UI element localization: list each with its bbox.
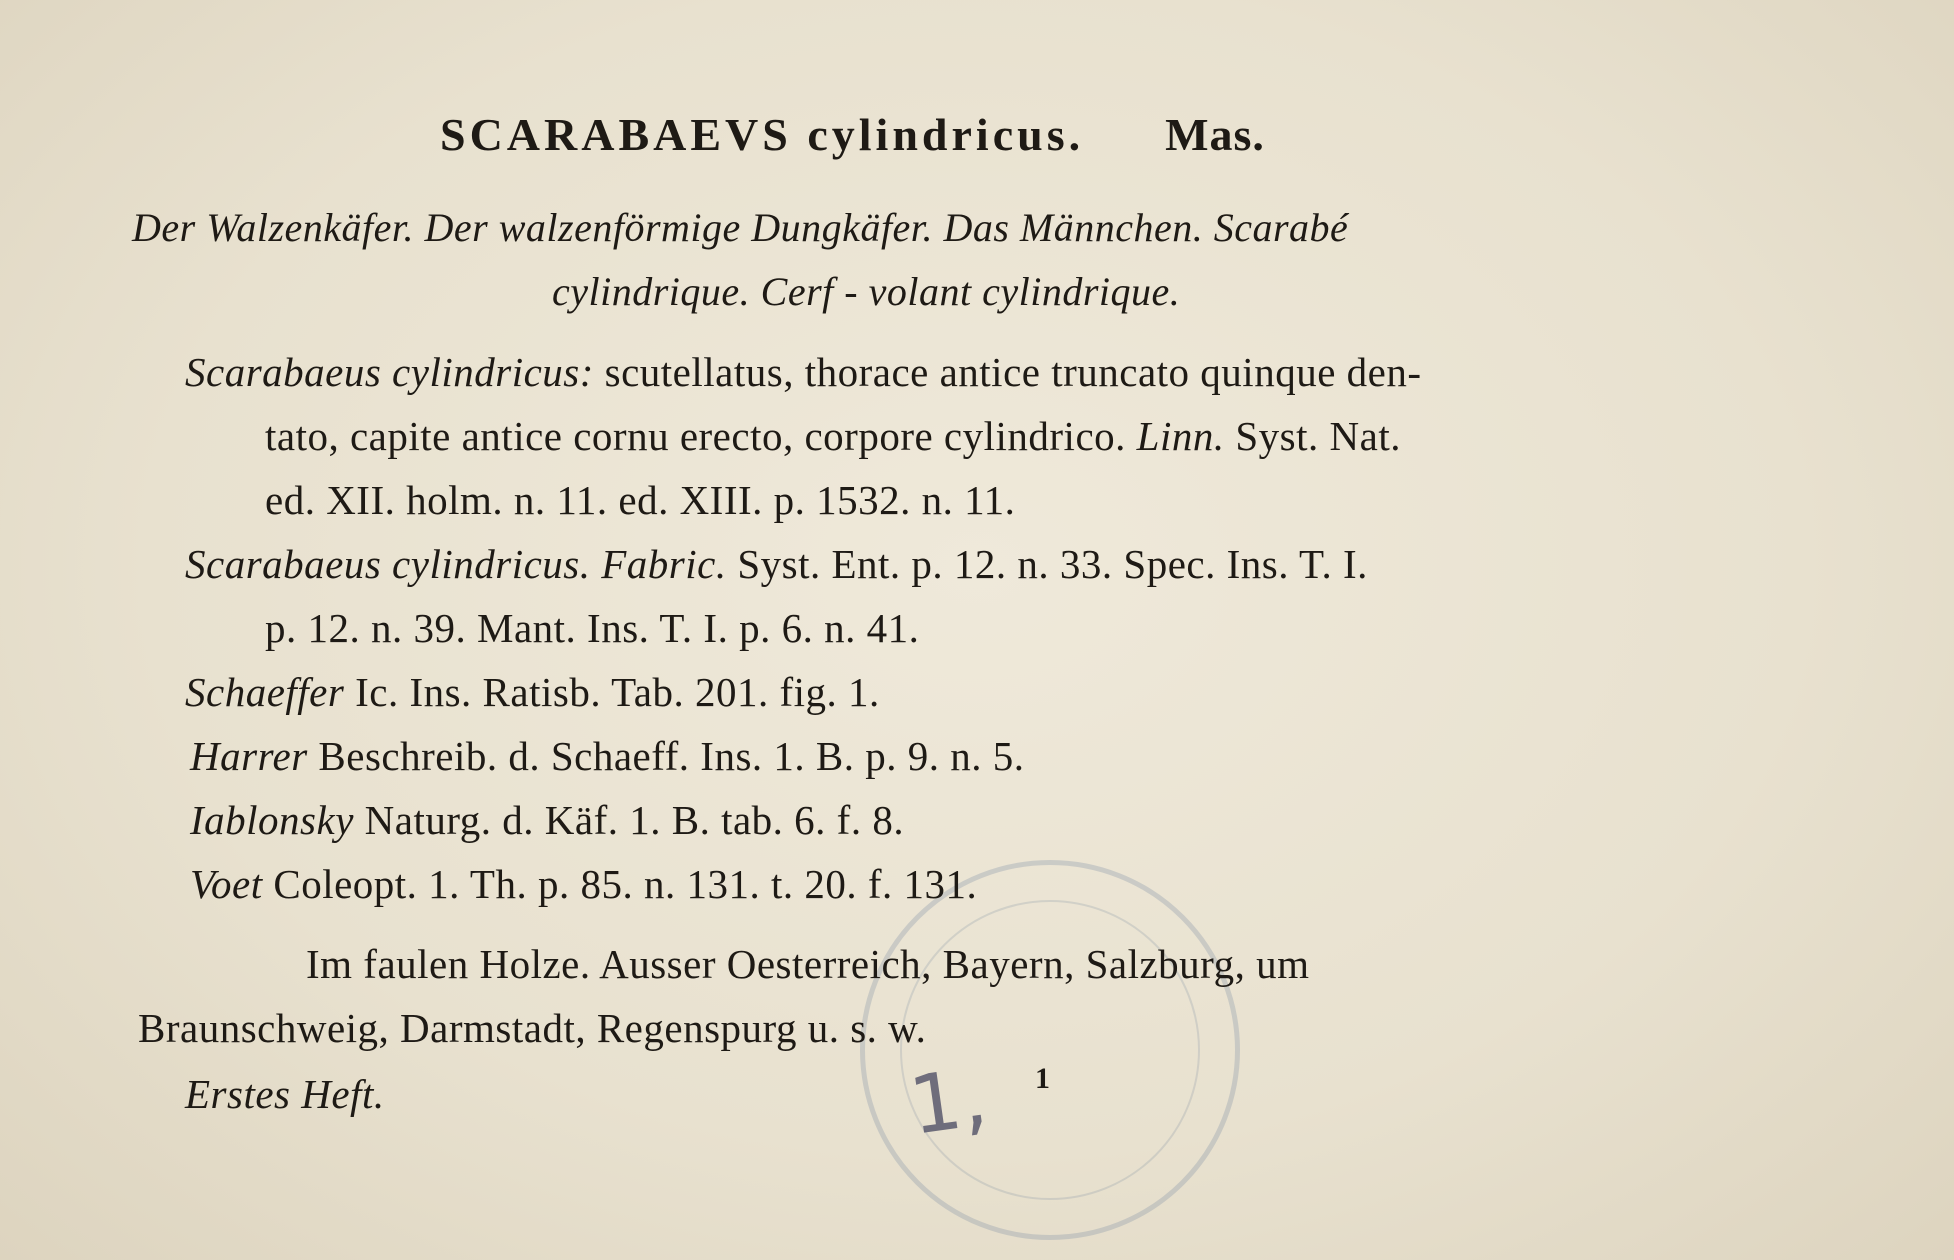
habitat-line-1: Im faulen Holze. Ausser Oesterreich, Bayern, Salzburg, um [306, 941, 1310, 987]
reference-fabric-gap [590, 541, 601, 587]
reference-linn-text-1: scutellatus, thorace antice truncato quinque den- [593, 349, 1422, 395]
reference-schaeffer-author: Schaeffer [185, 669, 345, 715]
reference-linn-line-1 [185, 348, 1422, 396]
handwritten-note: 1, [903, 1050, 993, 1153]
common-names-line-1: Der Walzenkäfer. Der walzenförmige Dungkäfer. Das Männchen. Scarabé [132, 205, 1349, 250]
reference-linn-syst: Syst. Nat. [1224, 413, 1401, 459]
habitat-line-2: Braunschweig, Darmstadt, Regenspurg u. s. w. [138, 1005, 927, 1051]
reference-iablonsky [190, 796, 904, 844]
reference-fabric-author: Fabric. [601, 541, 727, 587]
reference-voet-text: Coleopt. 1. Th. p. 85. n. 131. t. 20. f. 131. [262, 861, 978, 907]
reference-iablonsky-author: Iablonsky [190, 797, 354, 843]
reference-fabric-text-1: Syst. Ent. p. 12. n. 33. Spec. Ins. T. I. [726, 541, 1368, 587]
reference-schaeffer-text: Ic. Ins. Ratisb. Tab. 201. fig. 1. [344, 669, 880, 715]
reference-harrer-text: Beschreib. d. Schaeff. Ins. 1. B. p. 9. n. 5. [307, 733, 1025, 779]
reference-linn-line-2 [265, 412, 1401, 460]
reference-schaeffer [185, 668, 880, 716]
title-sex: Mas. [1165, 109, 1265, 160]
title-line [440, 108, 1265, 161]
reference-harrer-author: Harrer [190, 733, 308, 779]
footer-heft: Erstes Heft. [185, 1071, 385, 1117]
signature-mark: 1 [1035, 1062, 1050, 1095]
reference-fabric-line-2: p. 12. n. 39. Mant. Ins. T. I. p. 6. n. 41. [265, 605, 920, 651]
reference-fabric-name: Scarabaeus cylindricus. [185, 541, 591, 587]
title-species: SCARABAEVS cylindricus. [440, 109, 1085, 160]
reference-fabric-line-1 [185, 540, 1368, 588]
reference-iablonsky-text: Naturg. d. Käf. 1. B. tab. 6. f. 8. [353, 797, 905, 843]
reference-linn-author: Linn. [1136, 413, 1225, 459]
reference-harrer [190, 732, 1025, 780]
reference-linn-text-2: tato, capite antice cornu erecto, corpore cylindrico. [265, 413, 1137, 459]
reference-linn-name: Scarabaeus cylindricus: [185, 349, 594, 395]
reference-linn-line-3: ed. XII. holm. n. 11. ed. XIII. p. 1532. n. 11. [265, 477, 1016, 523]
reference-voet-author: Voet [190, 861, 263, 907]
common-names-line-2: cylindrique. Cerf - volant cylindrique. [552, 269, 1181, 314]
reference-voet [190, 860, 977, 908]
